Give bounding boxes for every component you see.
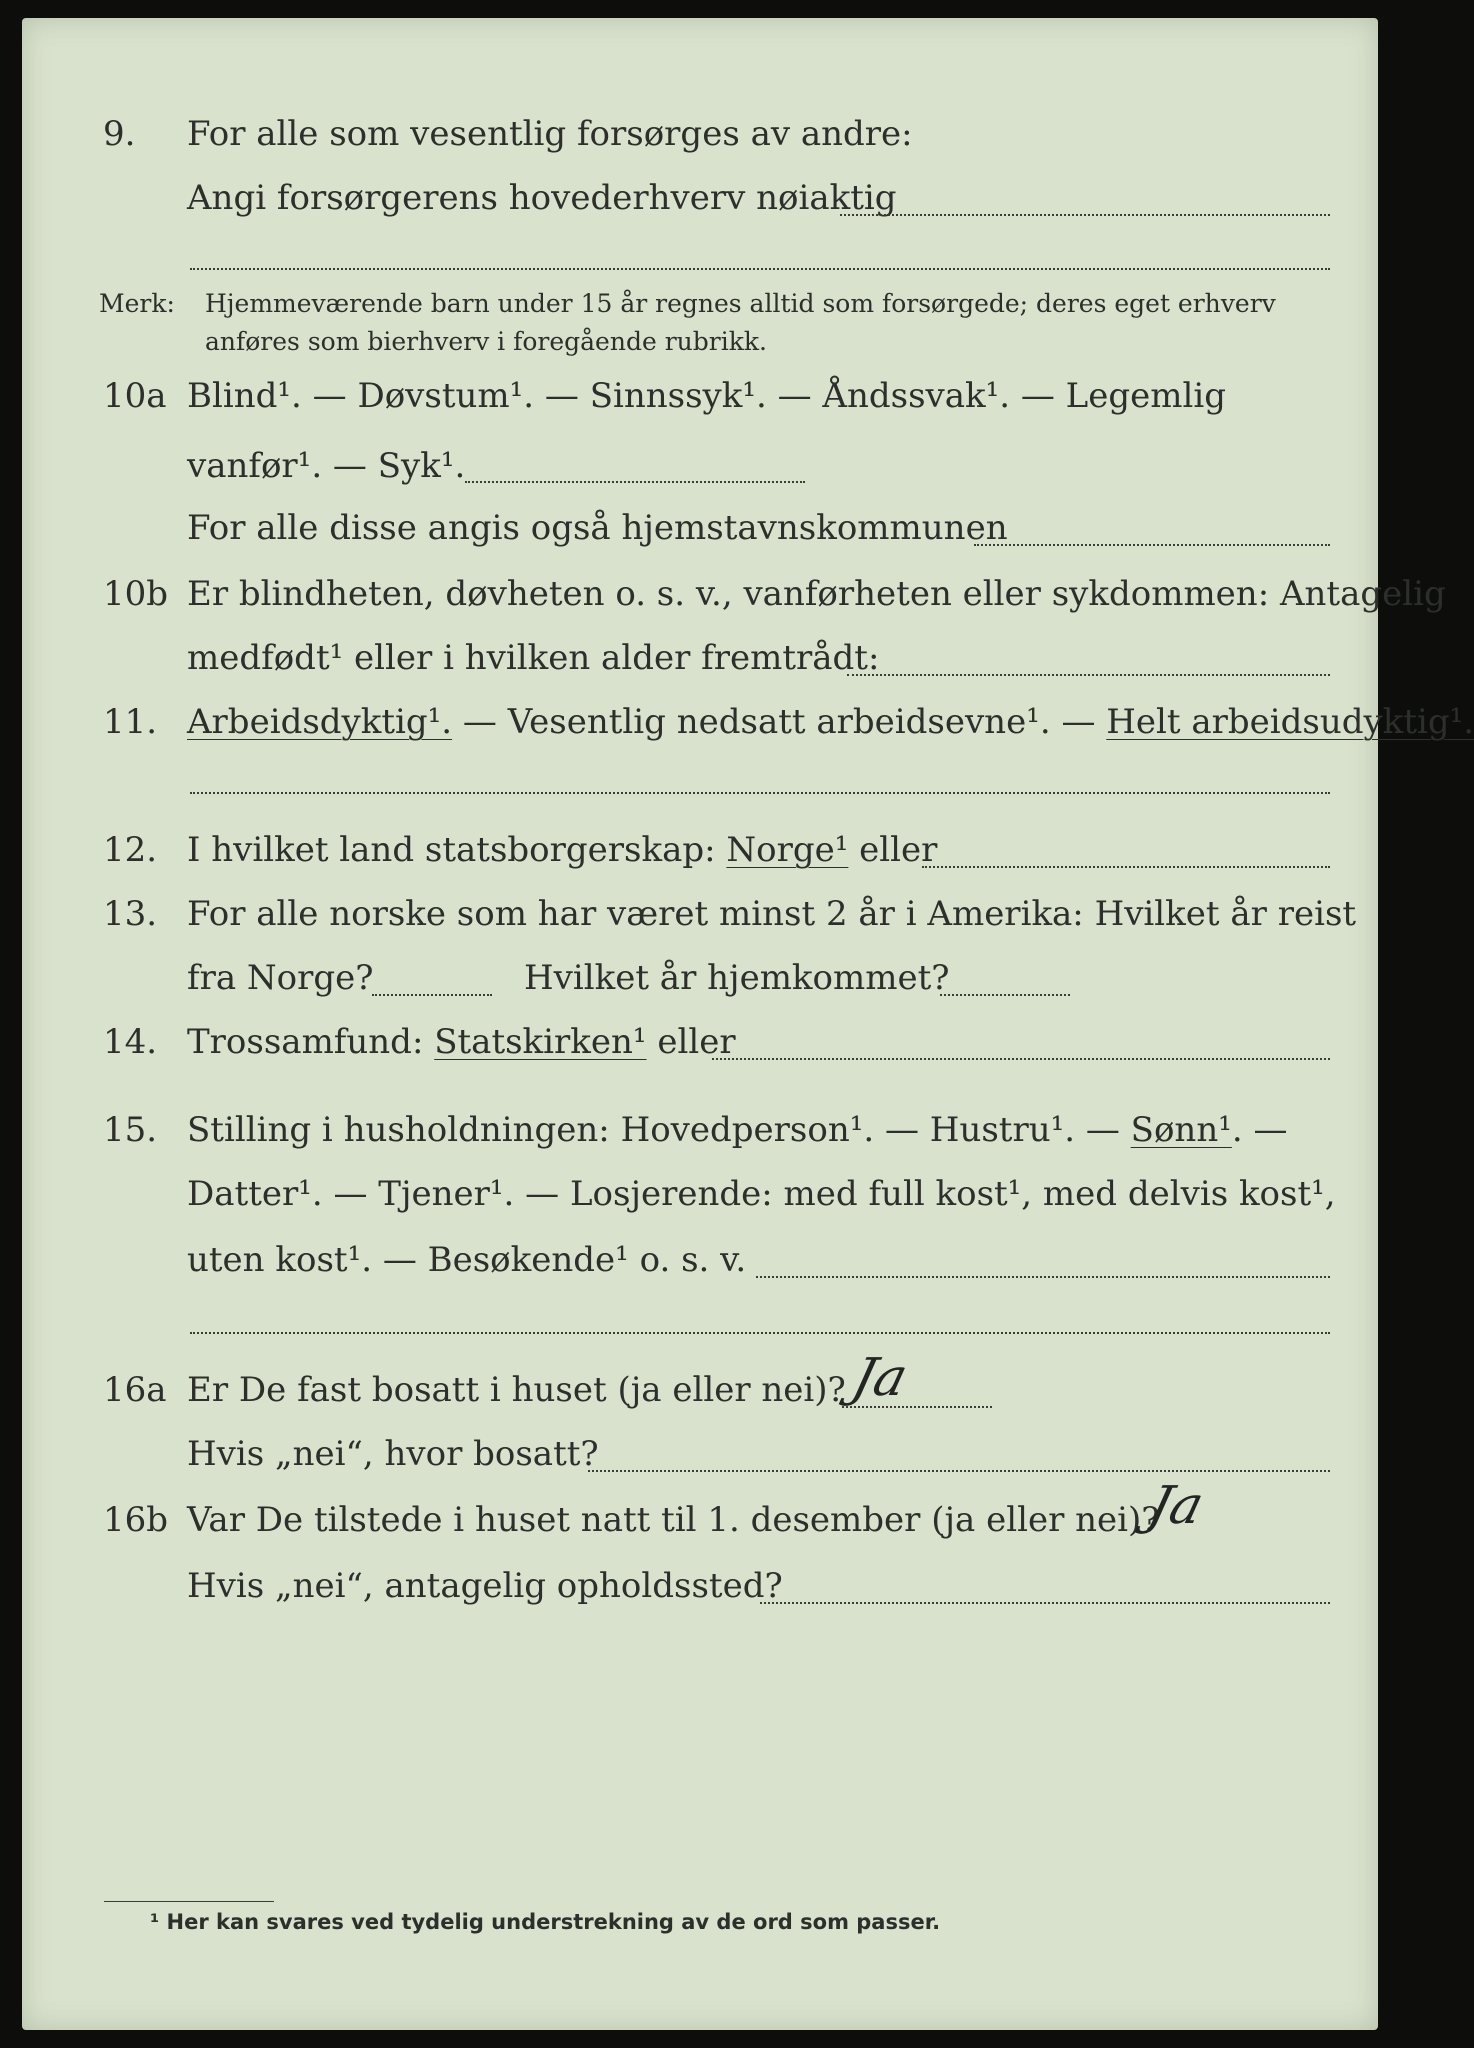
q16b-followup-field[interactable]: [760, 1602, 1330, 1604]
q11-option-reduced[interactable]: — Vesentlig nedsatt arbeidsevne¹. —: [452, 702, 1107, 742]
q15-options-1-end: . —: [1231, 1110, 1288, 1150]
q16b-number: 16b: [103, 1500, 169, 1540]
q16a-handwritten-answer: Ja: [846, 1348, 914, 1408]
q12-option-other: eller: [848, 830, 938, 870]
q13-return-field[interactable]: [940, 994, 1070, 996]
q14-option-other: eller: [646, 1022, 736, 1062]
q15-options-1: Stilling i husholdningen: Hovedperson¹. — Hustru¹. —: [187, 1110, 1131, 1150]
q15-options-3: uten kost¹. — Besøkende¹ o. s. v.: [187, 1240, 747, 1280]
q12-number: 12.: [103, 830, 158, 870]
footnote-text: Her kan svares ved tydelig understrekning av de ord som passer.: [166, 1910, 941, 1934]
q16b-handwritten-answer: Ja: [1142, 1476, 1210, 1536]
footnote: [150, 1910, 940, 1934]
q12-option-norway[interactable]: Norge¹: [726, 830, 849, 870]
census-form-sheet: [22, 18, 1474, 2030]
footnote-marker: ¹: [150, 1910, 160, 1934]
mark-label: Merk:: [99, 289, 175, 318]
q11-answer-field[interactable]: [190, 792, 1330, 794]
q13-number: 13.: [103, 894, 158, 934]
q11-option-unable[interactable]: Helt arbeidsudyktig¹.: [1106, 702, 1474, 742]
q10b-answer-field[interactable]: [847, 674, 1330, 676]
q14-question: Trossamfund:: [187, 1022, 435, 1062]
mark-text-2: anføres som bierhverv i foregående rubrikk.: [205, 327, 767, 356]
q16a-followup-question: Hvis „nei“, hvor bosatt?: [187, 1434, 599, 1474]
q15-answer-field[interactable]: [756, 1276, 1330, 1278]
q13-departure-question: fra Norge?: [187, 958, 374, 998]
q9-question: Angi forsørgerens hovederhverv nøiaktig: [187, 178, 897, 218]
q15-answer-field-2[interactable]: [190, 1332, 1330, 1334]
q10a-options-2: vanfør¹. — Syk¹.: [187, 446, 466, 486]
q16a-question: Er De fast bosatt i huset (ja eller nei)?: [187, 1370, 846, 1410]
q15-option-son[interactable]: Sønn¹: [1130, 1110, 1232, 1150]
q10a-municipality-question: For alle disse angis også hjemstavnskommunen: [187, 508, 1008, 548]
q9-answer-field-2[interactable]: [190, 268, 1330, 270]
q16a-followup-field[interactable]: [588, 1470, 1330, 1472]
q10a-municipality-field[interactable]: [974, 544, 1330, 546]
q10b-number: 10b: [103, 574, 169, 614]
q12-question: I hvilket land statsborgerskap:: [187, 830, 727, 870]
q9-number: 9.: [103, 114, 136, 154]
q14-number: 14.: [103, 1022, 158, 1062]
q14-answer-field[interactable]: [712, 1058, 1330, 1060]
mark-text-1: Hjemmeværende barn under 15 år regnes alltid som forsørgede; deres eget erhverv: [205, 289, 1276, 318]
q16b-followup-question: Hvis „nei“, antagelig opholdssted?: [187, 1566, 783, 1606]
q11-number: 11.: [103, 702, 158, 742]
q13-text: For alle norske som har været minst 2 år i Amerika: Hvilket år reist: [187, 894, 1357, 934]
q16a-number: 16a: [103, 1370, 167, 1410]
q16a-answer-field[interactable]: [842, 1406, 992, 1408]
q9-text: For alle som vesentlig forsørges av andre:: [187, 114, 913, 154]
q9-answer-field[interactable]: [840, 214, 1330, 216]
q11-option-able[interactable]: Arbeidsdyktig¹.: [187, 702, 453, 742]
q10b-text: Er blindheten, døvheten o. s. v., vanførheten eller sykdommen: Antagelig: [187, 574, 1446, 614]
q13-departure-field[interactable]: [372, 994, 492, 996]
q15-number: 15.: [103, 1110, 158, 1150]
q10a-number: 10a: [103, 376, 167, 416]
q16b-question: Var De tilstede i huset natt til 1. desember (ja eller nei)?: [187, 1500, 1160, 1540]
footnote-rule: [104, 1901, 274, 1902]
q10a-options: Blind¹. — Døvstum¹. — Sinnssyk¹. — Åndssvak¹. — Legemlig: [187, 376, 1226, 416]
q14-option-state-church[interactable]: Statskirken¹: [434, 1022, 647, 1062]
q10a-sick-field[interactable]: [465, 481, 805, 483]
q12-answer-field[interactable]: [922, 866, 1330, 868]
q13-return-question: Hvilket år hjemkommet?: [524, 958, 950, 998]
q10b-question: medfødt¹ eller i hvilken alder fremtrådt:: [187, 638, 880, 678]
q15-options-2: Datter¹. — Tjener¹. — Losjerende: med full kost¹, med delvis kost¹,: [187, 1174, 1336, 1214]
